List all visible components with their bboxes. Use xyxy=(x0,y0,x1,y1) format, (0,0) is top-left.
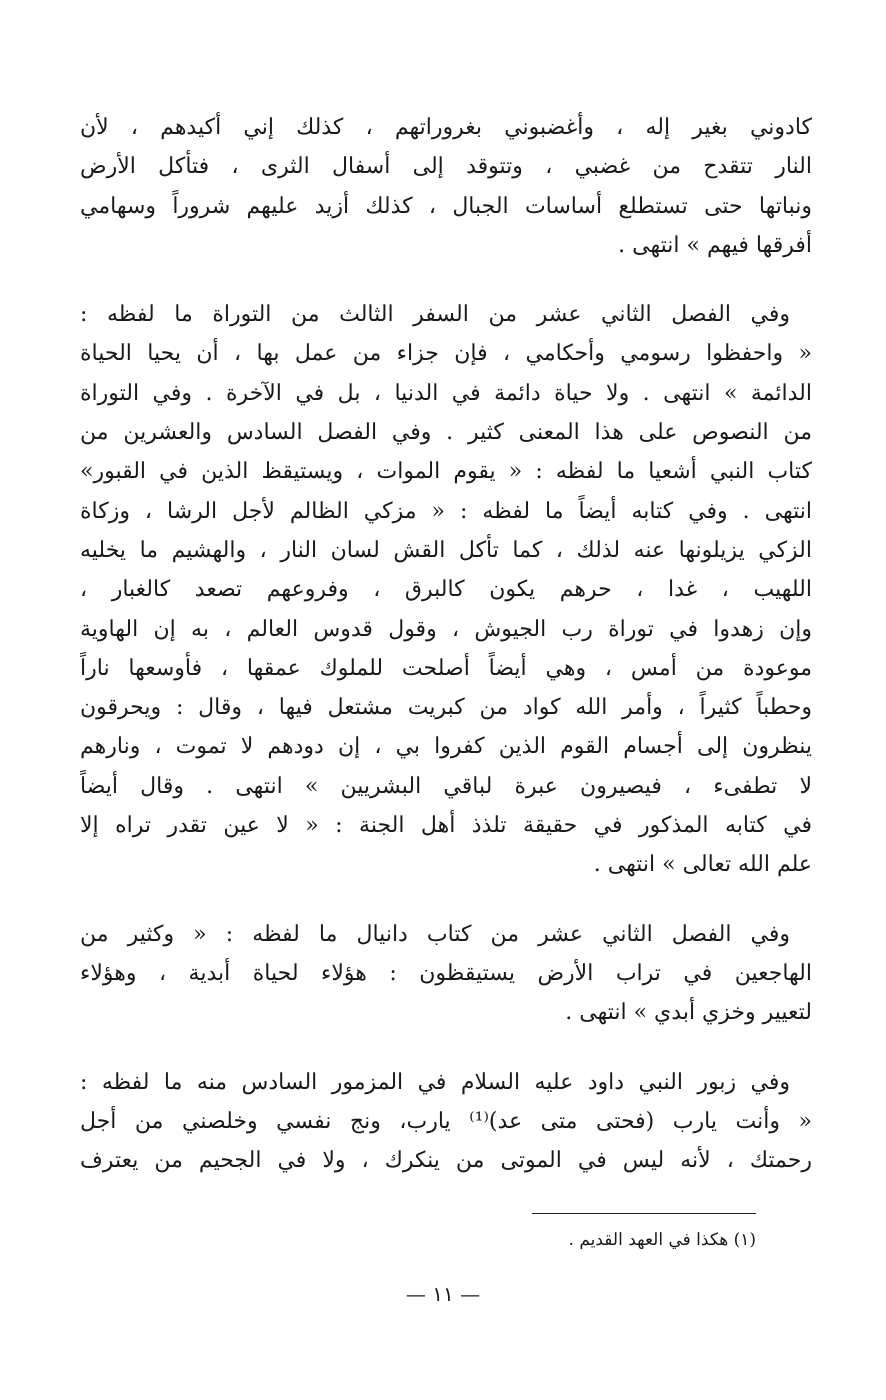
text-line: وإن زهدوا في توراة رب الجيوش ، وقول قدوس العالم ، به إن الهاوية xyxy=(80,616,812,642)
text-line: الدائمة » انتهى . ولا حياة دائمة في الدنيا ، بل في الآخرة . وفي التوراة xyxy=(80,380,812,406)
text-line: وفي زبور النبي داود عليه السلام في المزمور السادس منه ما لفظه : xyxy=(80,1069,790,1095)
footnote-divider xyxy=(532,1213,756,1214)
text-line: أفرقها فيهم » انتهى . xyxy=(618,232,812,258)
text-line: ونباتها حتى تستطلع أساسات الجبال ، كذلك أزيد عليهم شروراً وسهامي xyxy=(80,193,812,219)
text-line: انتهى . وفي كتابه أيضاً ما لفظه : « مزكي الظالم لأجل الرشا ، وزكاة xyxy=(80,498,812,524)
page-number: — ١١ — xyxy=(405,1282,481,1306)
text-line: وفي الفصل الثاني عشر من السفر الثالث من التوراة ما لفظه : xyxy=(80,302,790,328)
text-line: كتاب النبي أشعيا ما لفظه : « يقوم الموات ، ويستيقظ الذين في القبور» xyxy=(80,459,812,485)
text-line: لتعيير وخزي أبدي » انتهى . xyxy=(565,1000,812,1026)
text-line: وحطباً كثيراً ، وأمر الله كواد من كبريت مشتعل فيها ، وقال : ويحرقون xyxy=(80,695,812,721)
text-line: من النصوص على هذا المعنى كثير . وفي الفصل السادس والعشرين من xyxy=(80,420,812,446)
text-line: في كتابه المذكور في حقيقة تلذذ أهل الجنة : « لا عين تقدر تراه إلا xyxy=(80,813,812,839)
paragraph-2 xyxy=(80,295,812,884)
text-line: كادوني بغير إله ، وأغضبوني بغروراتهم ، كذلك إني أكيدهم ، لأن xyxy=(80,115,812,140)
paragraph-1 xyxy=(80,108,812,265)
text-line: رحمتك ، لأنه ليس في الموتى من ينكرك ، ولا في الجحيم من يعترف xyxy=(80,1148,812,1174)
text-line: ينظرون إلى أجسام القوم الذين كفروا بي ، إن دودهم لا تموت ، ونارهم xyxy=(80,734,812,760)
text-line: اللهيب ، غدا ، حرهم يكون كالبرق ، وفروعهم تصعد كالغبار ، xyxy=(80,577,812,603)
text-line: الهاجعين في تراب الأرض يستيقظون : هؤلاء لحياة أبدية ، وهؤلاء xyxy=(80,960,812,986)
text-line: لا تطفىء ، فيصيرون عبرة لباقي البشريين » انتهى . وقال أيضاً xyxy=(80,773,812,799)
page-body xyxy=(80,108,812,1180)
text-line: موعودة من أمس ، وهي أيضاً أصلحت للملوك عمقها ، فأوسعها ناراً xyxy=(80,655,812,681)
text-line: علم الله تعالى » انتهى . xyxy=(593,852,812,878)
text-line: الزكي يزيلونها عنه لذلك ، كما تأكل القش لسان النار ، والهشيم ما يخليه xyxy=(80,537,812,563)
paragraph-3 xyxy=(80,915,812,1033)
text-line: النار تتقدح من غضبي ، وتتوقد إلى أسفال الثرى ، فتأكل الأرض xyxy=(80,154,812,180)
text-line: « واحفظوا رسومي وأحكامي ، فإن جزاء من عمل بها ، أن يحيا الحياة xyxy=(80,341,812,367)
text-line: وفي الفصل الثاني عشر من كتاب دانيال ما لفظه : « وكثير من xyxy=(80,921,790,947)
footnote: (١) هكذا في العهد القديم . xyxy=(568,1230,756,1250)
paragraph-4 xyxy=(80,1063,812,1181)
text-line: « وأنت يارب (فحتى متى عد)⁽¹⁾ يارب، ونج نفسي وخلصني من أجل xyxy=(80,1108,812,1134)
